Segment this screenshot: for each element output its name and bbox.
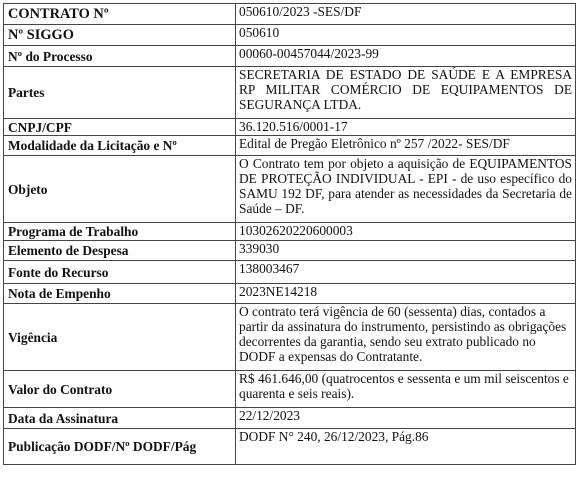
row-value-empenho: 2023NE14218 [236, 284, 576, 304]
row-label-data: Data da Assinatura [4, 408, 236, 429]
table-row [4, 4, 576, 25]
row-label-fonte: Fonte do Recurso [4, 261, 236, 284]
row-value-elemento: 339030 [236, 241, 576, 261]
row-value-data: 22/12/2023 [236, 408, 576, 429]
row-value-processo: 00060-00457044/2023-99 [236, 46, 576, 67]
contract-summary [3, 3, 576, 465]
row-value-modalidade: Edital de Pregão Eletrônico nº 257 /2022- SES/DF [236, 136, 576, 156]
row-label-programa: Programa de Trabalho [4, 223, 236, 241]
row-label-empenho: Nota de Empenho [4, 284, 236, 304]
row-value-vigencia: O contrato terá vigência de 60 (sessenta) dias, contados a partir da assinatura do instrumento, persistindo as obrigações decorrentes da garantia, sendo seu extrato publicado no DODF a expensas do Contratante. [236, 304, 576, 371]
table-row [4, 241, 576, 261]
table-row [4, 136, 576, 156]
row-label-partes: Partes [4, 67, 236, 119]
row-value-publicacao: DODF N° 240, 26/12/2023, Pág.86 [236, 429, 576, 465]
contract-table [3, 3, 576, 465]
row-label-processo: Nº do Processo [4, 46, 236, 67]
table-row [4, 67, 576, 119]
row-value-valor: R$ 461.646,00 (quatrocentos e sessenta e um mil seiscentos e quarenta e seis reais). [236, 371, 576, 408]
row-value-contrato: 050610/2023 -SES/DF [236, 4, 576, 25]
table-row [4, 25, 576, 46]
table-row [4, 223, 576, 241]
row-label-publicacao: Publicação DODF/Nº DODF/Pág [4, 429, 236, 465]
row-label-contrato: CONTRATO Nº [4, 4, 236, 25]
table-row [4, 304, 576, 371]
row-value-siggo: 050610 [236, 25, 576, 46]
row-value-cnpj: 36.120.516/0001-17 [236, 119, 576, 136]
row-value-programa: 10302620220600003 [236, 223, 576, 241]
table-row [4, 261, 576, 284]
table-row [4, 284, 576, 304]
row-value-partes: SECRETARIA DE ESTADO DE SAÚDE E A EMPRESA RP MILITAR COMÉRCIO DE EQUIPAMENTOS DE SEGURANÇA LTDA. [236, 67, 576, 119]
row-label-vigencia: Vigência [4, 304, 236, 371]
table-row [4, 408, 576, 429]
table-row [4, 371, 576, 408]
row-label-siggo: Nº SIGGO [4, 25, 236, 46]
row-label-valor: Valor do Contrato [4, 371, 236, 408]
row-label-elemento: Elemento de Despesa [4, 241, 236, 261]
row-value-objeto: O Contrato tem por objeto a aquisição de EQUIPAMENTOS DE PROTEÇÃO INDIVIDUAL - EPI - de uso específico do SAMU 192 DF, para atender as necessidades da Secretaria de Saúde – DF. [236, 156, 576, 223]
table-row [4, 119, 576, 136]
row-label-modalidade: Modalidade da Licitação e Nº [4, 136, 236, 156]
table-row [4, 156, 576, 223]
table-row [4, 429, 576, 465]
row-label-cnpj: CNPJ/CPF [4, 119, 236, 136]
table-row [4, 46, 576, 67]
row-label-objeto: Objeto [4, 156, 236, 223]
row-value-fonte: 138003467 [236, 261, 576, 284]
